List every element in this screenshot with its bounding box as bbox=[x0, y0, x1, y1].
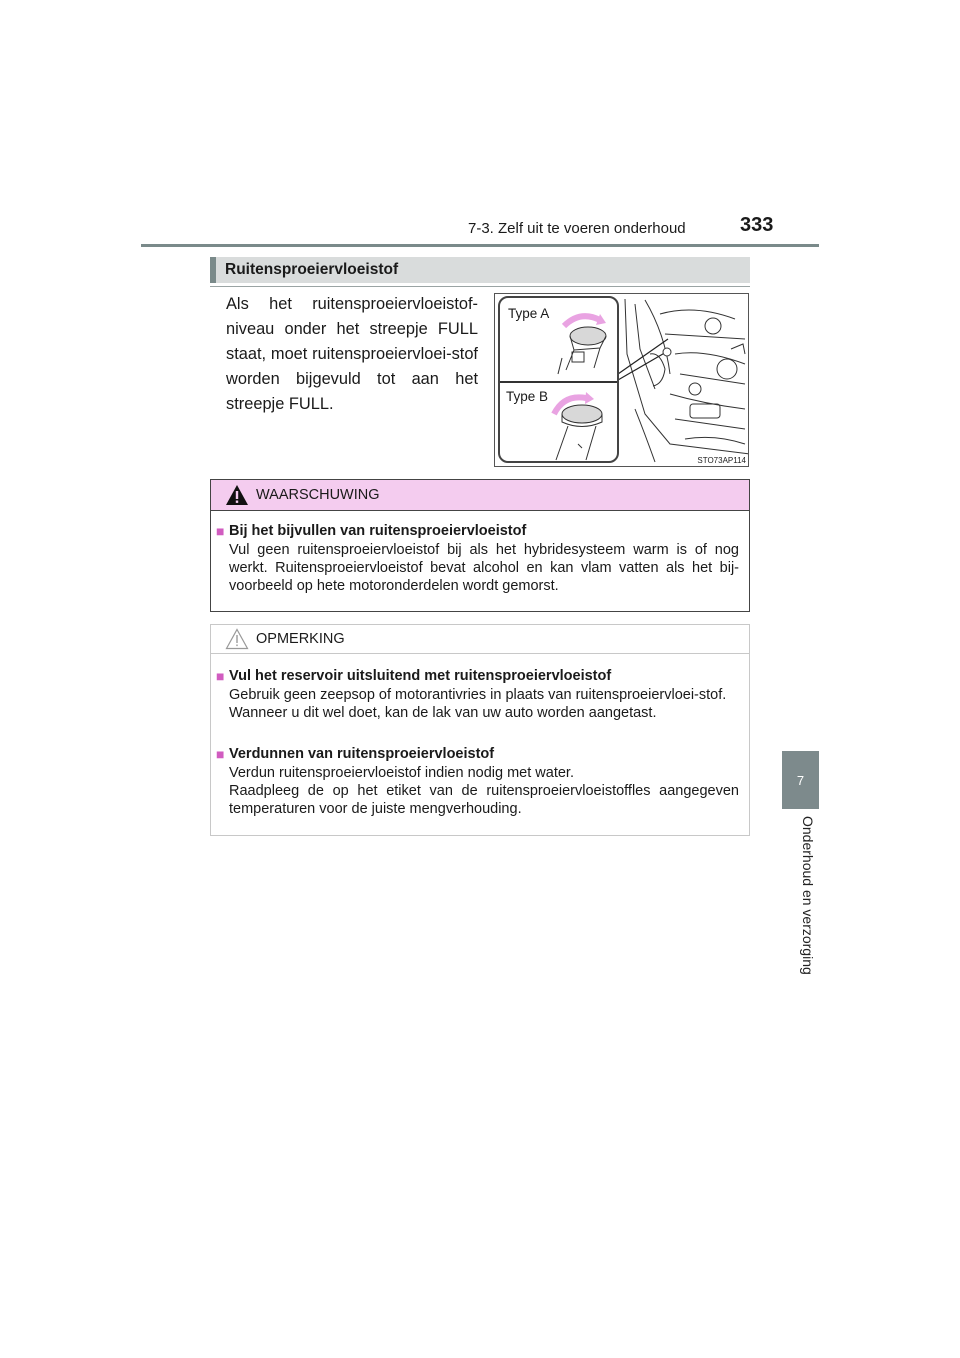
page-number: 333 bbox=[740, 214, 774, 236]
warning-box bbox=[210, 479, 750, 612]
square-bullet-icon: ■ bbox=[216, 746, 225, 762]
notice-item-title: ■ Verdunnen van ruitensproeiervloeistof bbox=[216, 746, 495, 762]
warning-header bbox=[211, 480, 749, 511]
warning-item-title: ■ Bij het bijvullen van ruitensproeiervloeistof bbox=[216, 523, 527, 539]
rotate-arrow-a bbox=[564, 316, 600, 326]
running-header-title: 7-3. Zelf uit te voeren onderhoud bbox=[468, 220, 686, 237]
caution-outline-icon bbox=[225, 628, 249, 650]
square-bullet-icon: ■ bbox=[216, 668, 225, 684]
chapter-label: Onderhoud en verzorging bbox=[800, 816, 816, 975]
washer-fluid-figure bbox=[494, 293, 749, 467]
chapter-number: 7 bbox=[796, 772, 805, 788]
intro-paragraph: Als het ruitensproeiervloeistof-niveau onder het streepje FULL staat, moet ruitensproeiervloei-stof worden bijgevuld tot aan het streepje FULL. bbox=[226, 295, 478, 413]
section-heading bbox=[210, 257, 750, 283]
warning-triangle-icon bbox=[225, 484, 249, 506]
notice-item-body: Verdun ruitensproeiervloeistof indien nodig met water. Raadpleeg de op het etiket van de ruitensproeiervloeistoffles aangegeven temperaturen voor de juiste mengverhouding. bbox=[229, 765, 739, 817]
warning-label: WAARSCHUWING bbox=[256, 487, 380, 503]
warning-item bbox=[216, 522, 739, 595]
notice-item bbox=[216, 745, 739, 818]
section-rule bbox=[210, 286, 750, 287]
notice-header bbox=[211, 625, 749, 654]
square-bullet-icon: ■ bbox=[216, 523, 225, 539]
notice-item-title: ■ Vul het reservoir uitsluitend met ruitensproeiervloeistof bbox=[216, 668, 612, 684]
chapter-tab bbox=[782, 751, 819, 809]
warning-item-body: Vul geen ruitensproeiervloeistof bij als het hybridesysteem warm is of nog werkt. Ruitensproeiervloeistof bevat alcohol en kan vlam vatten als het bij-voorbeeld op hete motoronderdelen wordt gemorst. bbox=[229, 542, 739, 594]
inset-divider bbox=[500, 381, 619, 383]
header-rule bbox=[141, 244, 819, 247]
notice-item bbox=[216, 667, 739, 722]
notice-item-body: Gebruik geen zeepsop of motorantivries in plaats van ruitensproeiervloei-stof. Wanneer u dit wel doet, kan de lak van uw auto worden aangetast. bbox=[229, 687, 727, 721]
cap-detail-inset bbox=[498, 296, 619, 463]
notice-label: OPMERKING bbox=[256, 631, 345, 647]
section-heading-text: Ruitensproeiervloeistof bbox=[225, 261, 399, 278]
figure-code: STO73AP114 bbox=[697, 456, 746, 465]
notice-box bbox=[210, 624, 750, 836]
type-a-label: Type A bbox=[508, 306, 550, 321]
type-b-label: Type B bbox=[506, 389, 549, 404]
